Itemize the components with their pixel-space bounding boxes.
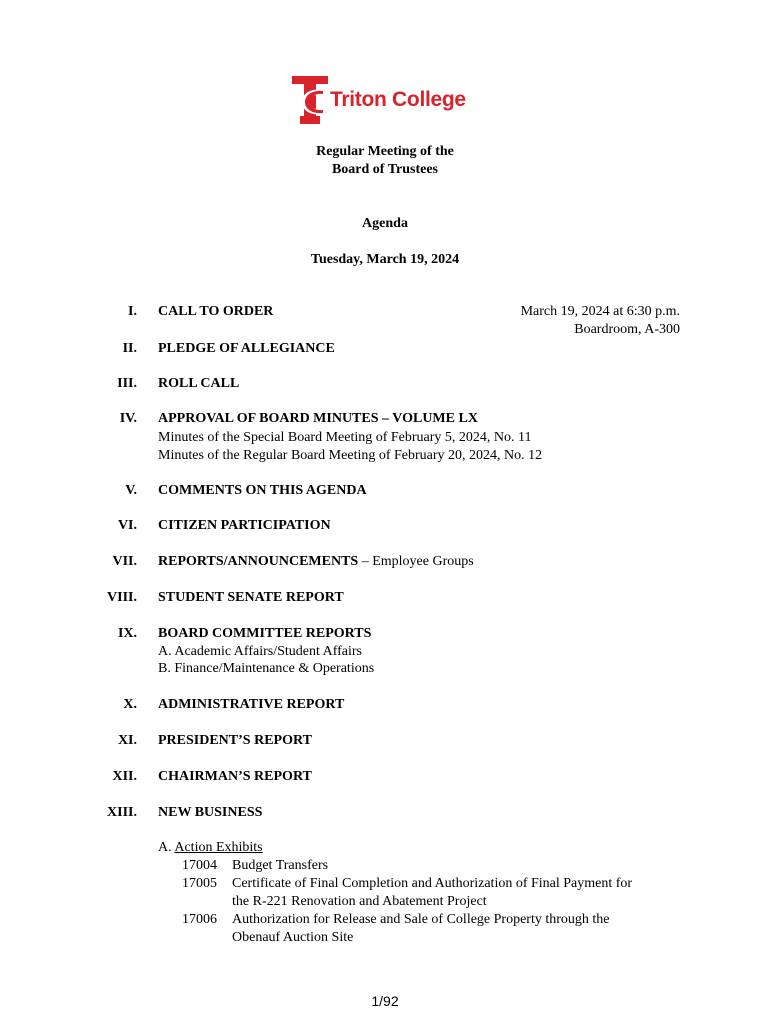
- minutes-line: Minutes of the Special Board Meeting of February 5, 2024, No. 11: [158, 430, 532, 445]
- item-number: IV.: [119, 411, 137, 426]
- agenda-date: Tuesday, March 19, 2024: [310, 252, 460, 267]
- item-title: NEW BUSINESS: [158, 805, 263, 820]
- logo-wordmark: Triton College: [330, 88, 466, 111]
- item-title: PLEDGE OF ALLEGIANCE: [158, 341, 335, 356]
- item-number: II.: [122, 341, 137, 356]
- item-title: CHAIRMAN’S REPORT: [158, 769, 312, 784]
- item-title: ROLL CALL: [158, 376, 240, 391]
- exhibit-desc: Authorization for Release and Sale of College Property through the: [232, 912, 610, 927]
- exhibit-row: [158, 875, 633, 893]
- item-title: CALL TO ORDER: [158, 304, 274, 319]
- item-number: XIII.: [107, 805, 137, 820]
- exhibits-prefix: A.: [158, 840, 172, 855]
- exhibit-code: 17005: [182, 876, 217, 891]
- exhibit-code: 17006: [182, 912, 217, 927]
- agenda-heading: Agenda: [362, 216, 408, 231]
- item-number: VI.: [117, 518, 137, 533]
- item-title-rest: – Employee Groups: [358, 554, 474, 569]
- item-title: PRESIDENT’S REPORT: [158, 733, 312, 748]
- item-number: VII.: [112, 554, 137, 569]
- item-number: VIII.: [107, 590, 137, 605]
- exhibit-desc: Obenauf Auction Site: [232, 930, 354, 945]
- action-exhibits: [158, 839, 633, 947]
- exhibit-desc: the R-221 Renovation and Abatement Project: [232, 894, 487, 909]
- minutes-line: Minutes of the Regular Board Meeting of February 20, 2024, No. 12: [158, 448, 543, 463]
- item-title-main: REPORTS/ANNOUNCEMENTS: [158, 554, 359, 569]
- triton-college-logo: [292, 76, 466, 124]
- exhibit-row-cont: [158, 929, 354, 947]
- exhibit-code: 17004: [182, 858, 217, 873]
- item-title: STUDENT SENATE REPORT: [158, 590, 344, 605]
- item-number: III.: [117, 376, 137, 391]
- exhibit-row-cont: [158, 893, 487, 911]
- item-title: APPROVAL OF BOARD MINUTES – VOLUME LX: [158, 411, 478, 426]
- meeting-room: Boardroom, A-300: [574, 322, 680, 337]
- item-number: I.: [128, 304, 137, 319]
- exhibit-desc: Budget Transfers: [232, 858, 329, 873]
- item-number: XII.: [112, 769, 137, 784]
- item-title: CITIZEN PARTICIPATION: [158, 518, 331, 533]
- exhibit-row: [158, 857, 329, 875]
- item-number: X.: [123, 697, 137, 712]
- item-title: ADMINISTRATIVE REPORT: [158, 697, 345, 712]
- exhibits-label[interactable]: Action Exhibits: [174, 840, 263, 855]
- page-number: 1/92: [371, 993, 399, 1009]
- committee-line: B. Finance/Maintenance & Operations: [158, 661, 375, 676]
- meeting-type-line2: Board of Trustees: [331, 162, 439, 177]
- item-number: XI.: [117, 733, 137, 748]
- item-title: [158, 553, 474, 571]
- committee-line: A. Academic Affairs/Student Affairs: [158, 644, 362, 659]
- item-title: COMMENTS ON THIS AGENDA: [158, 483, 367, 498]
- meeting-time: March 19, 2024 at 6:30 p.m.: [520, 304, 680, 319]
- exhibit-row: [158, 911, 610, 929]
- item-number: V.: [125, 483, 137, 498]
- meeting-type-line1: Regular Meeting of the: [316, 144, 454, 159]
- item-title: BOARD COMMITTEE REPORTS: [158, 626, 372, 641]
- exhibits-heading: [158, 839, 263, 857]
- item-number: IX.: [117, 626, 137, 641]
- exhibit-desc: Certificate of Final Completion and Authorization of Final Payment for: [232, 876, 633, 891]
- triton-tc-emblem-icon: [292, 76, 328, 124]
